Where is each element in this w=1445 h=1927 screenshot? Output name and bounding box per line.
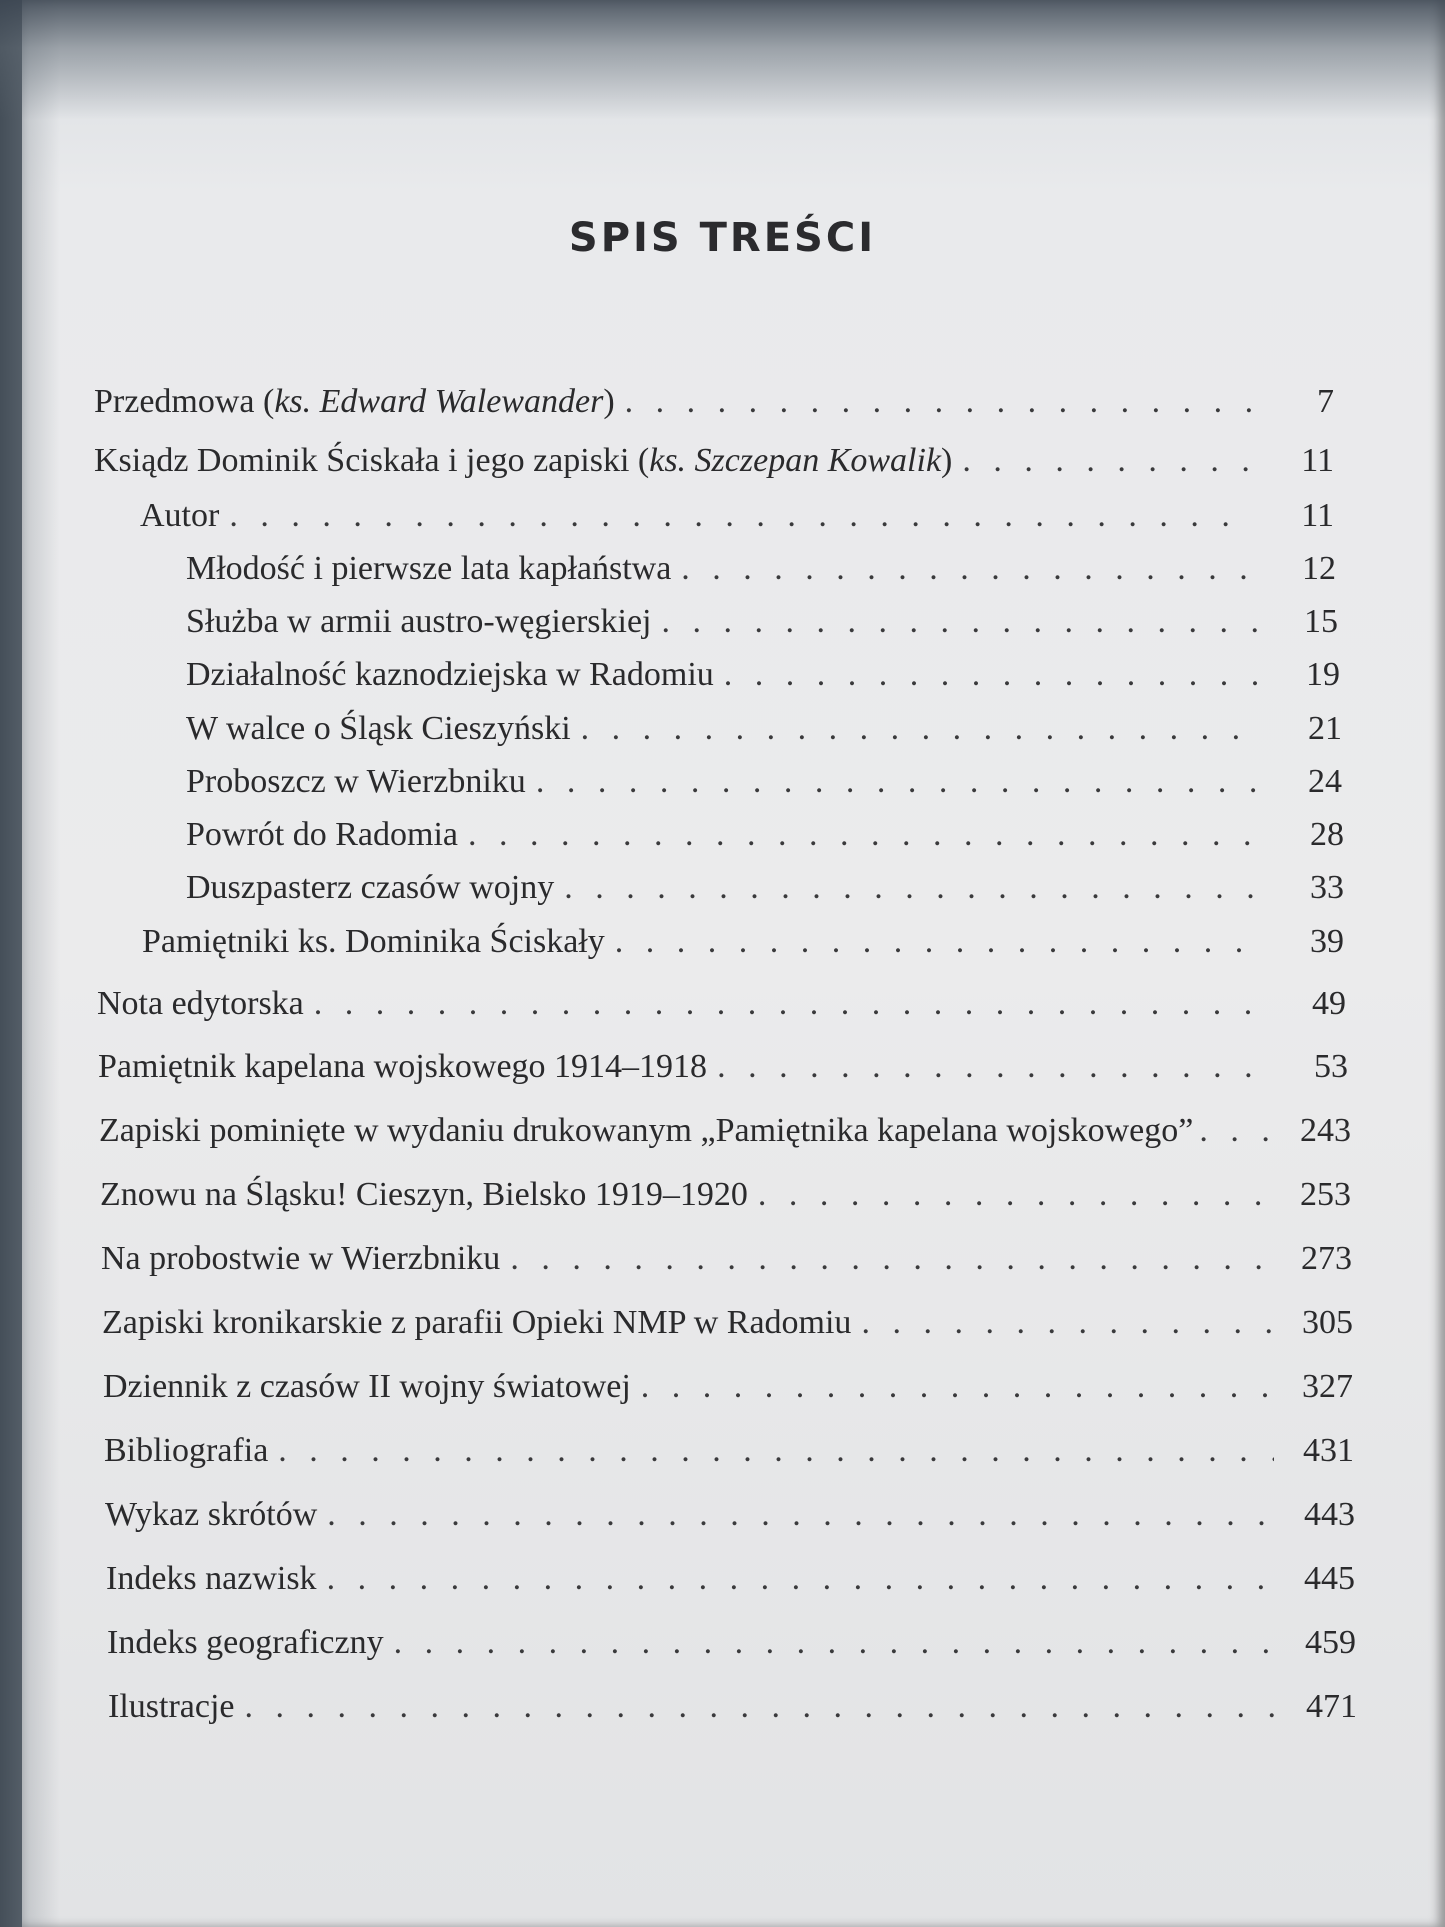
toc-entry-page: 443 [1304, 1496, 1355, 1533]
dot-leader [327, 1560, 1275, 1598]
toc-entry-przedmowa [94, 383, 1334, 421]
dot-leader [564, 869, 1264, 907]
dot-leader [758, 1176, 1271, 1214]
toc-entry-pamietnik-kapelana [98, 1048, 1348, 1086]
toc-entry-page: 11 [1301, 442, 1334, 479]
toc-entry-powrot [186, 816, 1344, 854]
dot-leader [661, 603, 1258, 641]
dot-leader [314, 985, 1266, 1023]
toc-entry-ilustracje [108, 1688, 1357, 1726]
toc-entry-author: ks. Szczepan Kowalik [649, 442, 942, 479]
dot-leader [581, 710, 1262, 748]
toc-entry-page: 7 [1317, 383, 1334, 420]
toc-entry-indeks-nazwisk [106, 1560, 1355, 1598]
toc-entry-proboszcz [186, 763, 1342, 801]
toc-entry-label: Znowu na Śląsku! Cieszyn, Bielsko 1919–1920 [100, 1176, 748, 1213]
toc-entry-label: Autor [140, 497, 220, 534]
toc-entry-page: 15 [1304, 603, 1338, 640]
dot-leader [278, 1432, 1274, 1470]
toc-entry-page: 459 [1305, 1624, 1356, 1661]
toc-entry-duszpasterz [186, 869, 1344, 907]
toc-entry-label: Zapiski pominięte w wydaniu drukowanym „Pamiętnika kapelana wojskowego” [99, 1112, 1194, 1149]
toc-entry-label: Działalność kaznodziejska w Radomiu [186, 656, 714, 693]
toc-entry-label: Bibliografia [104, 1432, 269, 1469]
toc-entry-page: 53 [1314, 1048, 1348, 1085]
dot-leader [245, 1688, 1278, 1726]
dot-leader [1199, 1112, 1275, 1150]
toc-entry-label: Ksiądz Dominik Ściskała i jego zapiski (ks. Szczepan Kowalik) [94, 442, 953, 479]
toc-entry-label: Dziennik z czasów II wojny światowej [103, 1368, 631, 1405]
dot-leader [717, 1048, 1268, 1086]
toc-entry-page: 39 [1310, 923, 1344, 960]
toc-entry-label: Zapiski kronikarskie z parafii Opieki NMP w Radomiu [102, 1304, 852, 1341]
toc-entry-page: 24 [1308, 763, 1342, 800]
toc-entry-ksiadz [94, 442, 1334, 480]
dot-leader [962, 442, 1254, 480]
dot-leader [861, 1304, 1273, 1342]
toc-entry-page: 49 [1312, 985, 1346, 1022]
toc-entry-page: 445 [1304, 1560, 1355, 1597]
toc-entry-page: 33 [1310, 869, 1344, 906]
toc-entry-label: Pamiętnik kapelana wojskowego 1914–1918 [98, 1048, 708, 1085]
dot-leader [229, 497, 1254, 535]
toc-entry-page: 11 [1301, 497, 1334, 534]
toc-entry-sluzba [186, 603, 1338, 641]
toc-entry-na-probostwie [101, 1240, 1352, 1278]
toc-entry-label: Indeks geograficzny [107, 1624, 384, 1661]
toc-entry-zapiski-kronikarskie [102, 1304, 1353, 1342]
toc-entry-page: 12 [1302, 550, 1336, 587]
dot-leader [625, 383, 1254, 421]
toc-entry-bibliografia [104, 1432, 1354, 1470]
toc-entry-page: 243 [1300, 1112, 1351, 1149]
dot-leader [536, 763, 1262, 801]
toc-entry-indeks-geograficzny [107, 1624, 1356, 1662]
toc-entry-label: Wykaz skrótów [105, 1496, 318, 1533]
toc-entry-zapiski-pominiete [99, 1112, 1351, 1150]
toc-entry-page: 327 [1302, 1368, 1353, 1405]
toc-entry-wykaz-skrotow [105, 1496, 1355, 1534]
dot-leader [724, 656, 1260, 694]
toc-entry-label: Powrót do Radomia [186, 816, 458, 853]
toc-entry-mlodosc [186, 550, 1336, 588]
toc-entry-znowu [100, 1176, 1351, 1214]
toc-entry-page: 471 [1306, 1688, 1357, 1725]
toc-entry-label: Proboszcz w Wierzbniku [186, 763, 526, 800]
toc-entry-label: Nota edytorska [97, 985, 304, 1022]
page-title: SPIS TREŚCI [568, 215, 877, 261]
toc-entry-page: 273 [1301, 1240, 1352, 1277]
toc-entry-page: 431 [1303, 1432, 1354, 1469]
toc-entry-label: Na probostwie w Wierzbniku [101, 1240, 501, 1277]
toc-entry-nota [97, 985, 1346, 1023]
dot-leader [615, 923, 1264, 961]
dot-leader [394, 1624, 1276, 1662]
toc-entry-label: W walce o Śląsk Cieszyński [186, 710, 571, 747]
toc-entry-label: Młodość i pierwsze lata kapłaństwa [186, 550, 672, 587]
dot-leader [468, 816, 1264, 854]
toc-entry-label: Ilustracje [108, 1688, 235, 1725]
toc-entry-label: Przedmowa (ks. Edward Walewander) [94, 383, 615, 420]
dot-leader [327, 1496, 1275, 1534]
toc-entry-page: 253 [1300, 1176, 1351, 1213]
toc-entry-author: ks. Edward Walewander [274, 383, 604, 420]
toc-entry-label: Służba w armii austro-węgierskiej [186, 603, 652, 640]
toc-entry-page: 21 [1308, 710, 1342, 747]
toc-entry-pamietniki [142, 923, 1344, 961]
dot-leader [510, 1240, 1272, 1278]
toc-entry-dziennik [103, 1368, 1353, 1406]
dot-leader [641, 1368, 1273, 1406]
toc-entry-label: Duszpasterz czasów wojny [186, 869, 555, 906]
toc-entry-label: Indeks nazwisk [106, 1560, 317, 1597]
dot-leader [681, 550, 1256, 588]
toc-entry-label: Pamiętniki ks. Dominika Ściskały [142, 923, 605, 960]
toc-entry-dzialalnosc [186, 656, 1340, 694]
toc-entry-autor [140, 497, 1334, 535]
toc-entry-page: 28 [1310, 816, 1344, 853]
toc-entry-page: 305 [1302, 1304, 1353, 1341]
toc-entry-w-walce [186, 710, 1342, 748]
toc-entry-page: 19 [1306, 656, 1340, 693]
